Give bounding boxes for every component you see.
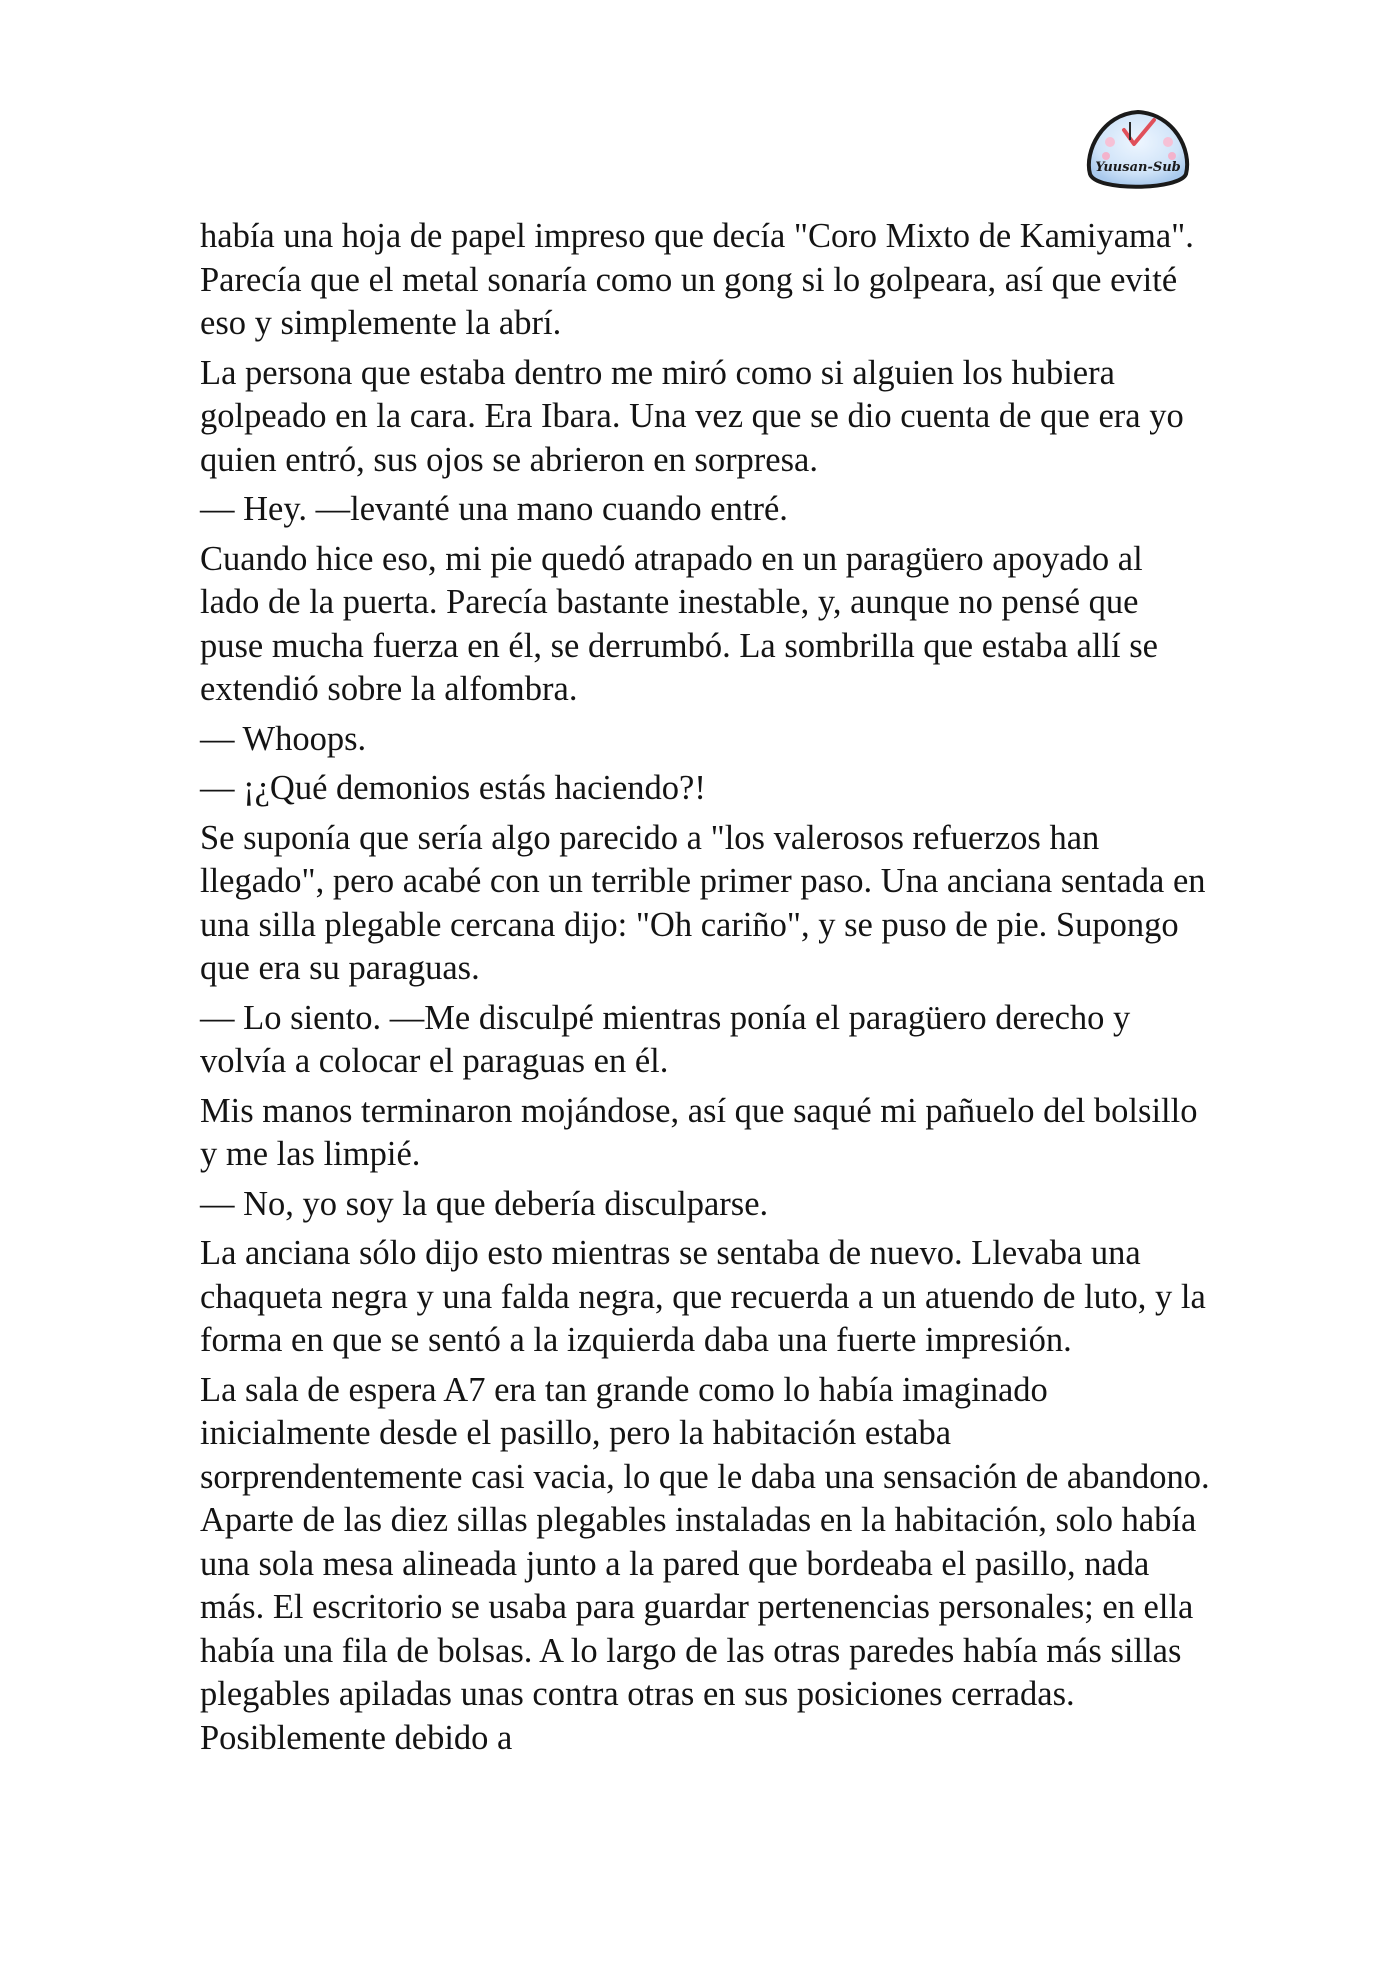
- paragraph: Se suponía que sería algo parecido a "los valerosos refuerzos han llegado", pero acabé con un terrible primer paso. Una anciana sentada en una silla plegable cercana dijo: "Oh cariño", y se puso de pie. Supongo que era su paraguas.: [200, 818, 1206, 987]
- paragraph: había una hoja de papel impreso que decía "Coro Mixto de Kamiyama". Parecía que el metal sonaría como un gong si lo golpeara, así que evité eso y simplemente la abrí.: [200, 217, 1194, 342]
- logo-text: Yuusan-Sub: [1095, 160, 1181, 175]
- dialogue-line: — Lo siento. —Me disculpé mientras ponía el paragüero derecho y volvía a colocar el paraguas en él.: [200, 998, 1131, 1080]
- dialogue-line: — No, yo soy la que debería disculparse.: [200, 1184, 769, 1223]
- paragraph: Cuando hice eso, mi pie quedó atrapado en un paragüero apoyado al lado de la puerta. Parecía bastante inestable, y, aunque no pensé que puse mucha fuerza en él, se derrumbó. La sombrilla que estaba allí se extendió sobre la alfombra.: [200, 539, 1158, 708]
- dialogue-line: — ¡¿Qué demonios estás haciendo?!: [200, 769, 706, 807]
- document-body: [200, 215, 1210, 1766]
- yuusan-sub-logo: [1080, 104, 1196, 194]
- dialogue-line: — Whoops.: [200, 719, 367, 758]
- paragraph: La persona que estaba dentro me miró como si alguien los hubiera golpeado en la cara. Era Ibara. Una vez que se dio cuenta de que era yo quien entró, sus ojos se abrieron en sorpresa.: [200, 353, 1184, 479]
- dialogue-line: — Hey. —levanté una mano cuando entré.: [200, 490, 788, 528]
- paragraph: La sala de espera A7 era tan grande como lo había imaginado inicialmente desde el pasillo, pero la habitación estaba sorprendentemente casi vacia, lo que le daba una sensación de abandono. Aparte de las diez sillas plegables instaladas en la habitación, solo había una sola mesa alineada junto a la pared que bordeaba el pasillo, nada más. El escritorio se usaba para guardar pertenencias personales; en ella había una fila de bolsas. A lo largo de las otras paredes había más sillas plegables apiladas unas contra otras en sus posiciones cerradas. Posiblemente debido a: [200, 1370, 1210, 1757]
- paragraph: Mis manos terminaron mojándose, así que saqué mi pañuelo del bolsillo y me las limpié.: [200, 1091, 1198, 1173]
- paragraph: La anciana sólo dijo esto mientras se sentaba de nuevo. Llevaba una chaqueta negra y una falda negra, que recuerda a un atuendo de luto, y la forma en que se sentó a la izquierda daba una fuerte impresión.: [200, 1234, 1206, 1359]
